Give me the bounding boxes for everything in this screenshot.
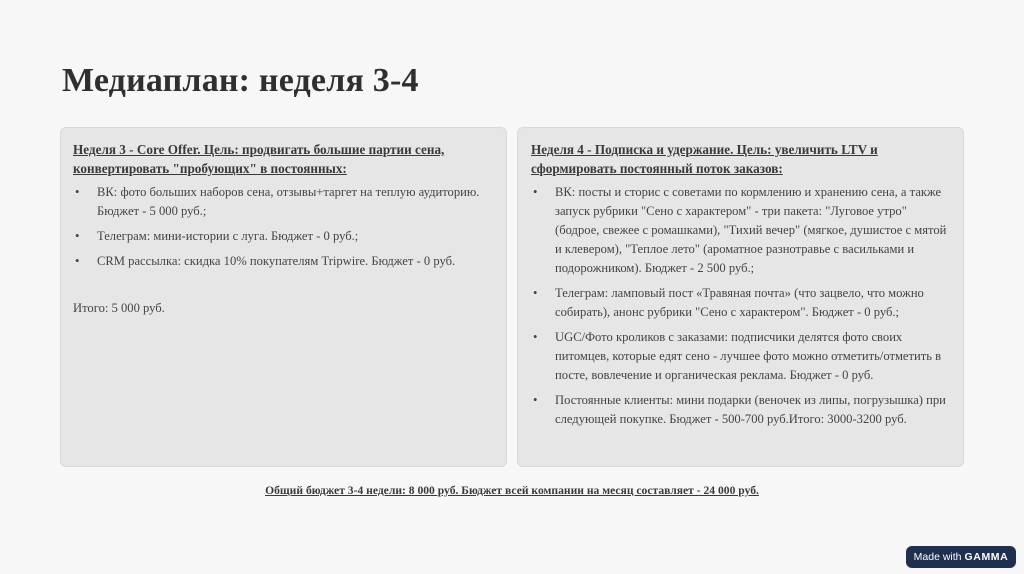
badge-prefix: Made with: [913, 551, 962, 563]
week3-total: Итого: 5 000 руб.: [73, 301, 165, 315]
list-item: • Постоянные клиенты: мини подарки (веночек из липы, погрузышка) при следующей покупке. Бюджет - 500-700 руб.Итого: 3000-3200 руб.: [531, 391, 949, 429]
week3-card: [60, 127, 507, 467]
list-item: • CRM рассылка: скидка 10% покупателям Tripwire. Бюджет - 0 руб.: [73, 252, 492, 271]
list-item: • Телеграм: ламповый пост «Травяная почта» (что зацвело, что можно собирать), анонс рубрики "Сено с характером". Бюджет - 0 руб.;: [531, 284, 949, 322]
page-title: Медиаплан: неделя 3-4: [62, 62, 419, 99]
list-item: • ВК: посты и сторис с советами по кормлению и хранению сена, а также запуск рубрики "Сено с характером" - три пакета: "Луговое утро" (бодрое, свежее с ромашками), "Тихий вечер" (мягкое, душистое с мятой и клевером), "Теплое лето" (ароматное разнотравье с васильками и подорожником). Бюджет - 2 500 руб.;: [531, 183, 949, 278]
total-budget-summary: Общий бюджет 3-4 недели: 8 000 руб. Бюджет всей компании на месяц составляет - 24 000 руб.: [265, 484, 759, 497]
made-with-gamma-badge[interactable]: [906, 546, 1016, 568]
list-item: • ВК: фото больших наборов сена, отзывы+таргет на теплую аудиторию. Бюджет - 5 000 руб.;: [73, 183, 492, 221]
week4-list: [531, 183, 949, 429]
week4-heading: Неделя 4 - Подписка и удержание. Цель: увеличить LTV и сформировать постоянный поток заказов:: [531, 142, 878, 176]
gamma-logo: GAMMA: [964, 551, 1009, 563]
week4-card: [517, 127, 964, 467]
week3-heading: Неделя 3 - Core Offer. Цель: продвигать большие партии сена, конвертировать "пробующих" в постоянных:: [73, 142, 445, 176]
list-item: • UGC/Фото кроликов с заказами: подписчики делятся фото своих питомцев, которые едят сено - лучшее фото можно отметить/отметить в посте, вовлечение и органическая реклама. Бюджет - 0 руб.: [531, 328, 949, 385]
list-item: • Телеграм: мини-истории с луга. Бюджет - 0 руб.;: [73, 227, 492, 246]
week3-list: [73, 183, 492, 271]
